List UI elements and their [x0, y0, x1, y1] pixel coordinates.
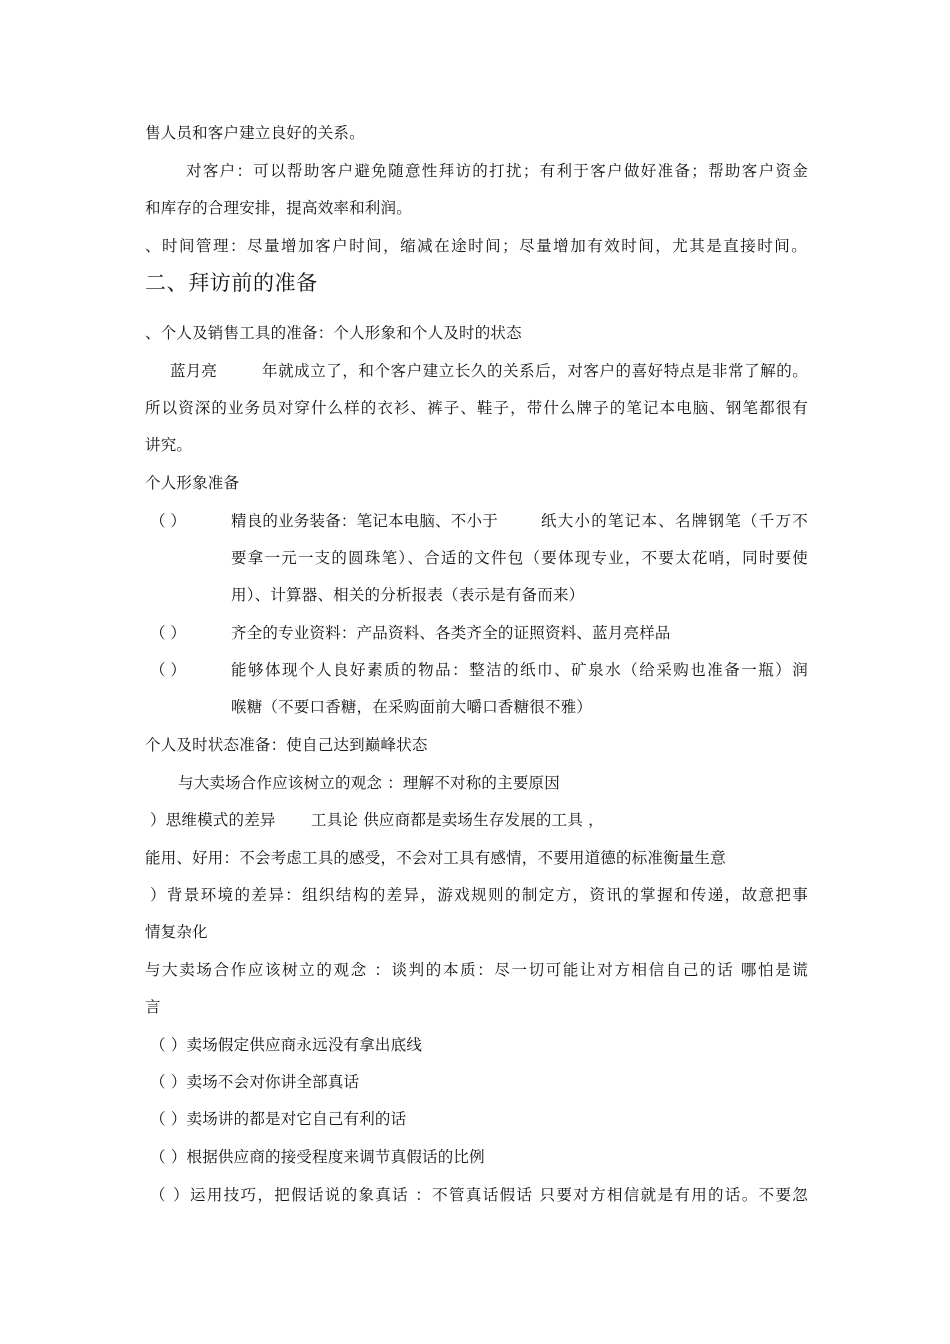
body-text-line: ）思维模式的差异	[150, 811, 276, 829]
list-marker: （ ）	[150, 624, 186, 642]
body-text-line: 、个人及销售工具的准备：个人形象和个人及时的状态	[145, 324, 522, 342]
body-text-line: 售人员和客户建立良好的关系。	[145, 124, 365, 142]
body-text-line: 言	[145, 998, 161, 1016]
list-item: （ ）卖场讲的都是对它自己有利的话	[150, 1110, 407, 1128]
body-text-line: 工具论 供应商都是卖场生存发展的工具 ，	[311, 811, 604, 829]
list-marker: （ ）	[150, 661, 186, 679]
list-item: （ ）运用技巧，把假话说的象真话 ：不管真话假话 只要对方相信就是有用的话。不要忽	[150, 1186, 808, 1204]
body-text-line: 讲究。	[145, 436, 193, 454]
body-text-line: 蓝月亮	[170, 362, 218, 380]
body-text-line: 用）、计算器、相关的分析报表（表示是有备而来）	[231, 586, 585, 604]
body-text-line: 能够体现个人良好素质的物品：整洁的纸巾、矿泉水（给采购也准备一瓶）润	[231, 661, 808, 679]
body-text-line: 与大卖场合作应该树立的观念 ：谈判的本质：尽一切可能让对方相信自己的话 哪怕是谎	[145, 961, 808, 979]
body-text-line: 对客户：可以帮助客户避免随意性拜访的打扰；有利于客户做好准备；帮助客户资金	[186, 162, 808, 180]
body-text-line: 情复杂化	[145, 923, 208, 941]
list-item: （ ）卖场不会对你讲全部真话	[150, 1073, 360, 1091]
list-item: （ ）根据供应商的接受程度来调节真假话的比例	[150, 1148, 485, 1166]
body-text-line: 所以资深的业务员对穿什么样的衣衫、裤子、鞋子，带什么牌子的笔记本电脑、钢笔都很有	[145, 399, 808, 417]
body-text-line: 要拿一元一支的圆珠笔）、合适的文件包（要体现专业，不要太花哨，同时要使	[231, 549, 808, 567]
body-text-line: 和库存的合理安排，提高效率和利润。	[145, 199, 412, 217]
body-text-line: 精良的业务装备：笔记本电脑、不小于	[231, 512, 498, 530]
subheading-line: 个人形象准备	[145, 474, 240, 492]
body-text-line: 能用、好用：不会考虑工具的感受，不会对工具有感情，不要用道德的标准衡量生意	[145, 849, 726, 867]
body-text-line: 年就成立了，和个客户建立长久的关系后，对客户的喜好特点是非常了解的。	[262, 362, 808, 380]
section-heading: 二、拜访前的准备	[145, 271, 318, 295]
subheading-line: 个人及时状态准备：使自己达到巅峰状态	[145, 736, 428, 754]
body-text-line: 喉糖（不要口香糖，在采购面前大嚼口香糖很不雅）	[231, 698, 593, 716]
body-text-line: 与大卖场合作应该树立的观念 ：理解不对称的主要原因	[178, 774, 560, 792]
body-text-line: 齐全的专业资料：产品资料、各类齐全的证照资料、蓝月亮样品	[231, 624, 671, 642]
body-text-line: ）背景环境的差异：组织结构的差异，游戏规则的制定方，资讯的掌握和传递，故意把事	[150, 886, 808, 904]
body-text-line: 纸大小的笔记本、名牌钢笔（千万不	[541, 512, 808, 530]
body-text-line: 、时间管理：尽量增加客户时间，缩减在途时间；尽量增加有效时间，尤其是直接时间。	[145, 237, 807, 255]
list-marker: （ ）	[150, 512, 186, 530]
list-item: （ ）卖场假定供应商永远没有拿出底线	[150, 1036, 423, 1054]
